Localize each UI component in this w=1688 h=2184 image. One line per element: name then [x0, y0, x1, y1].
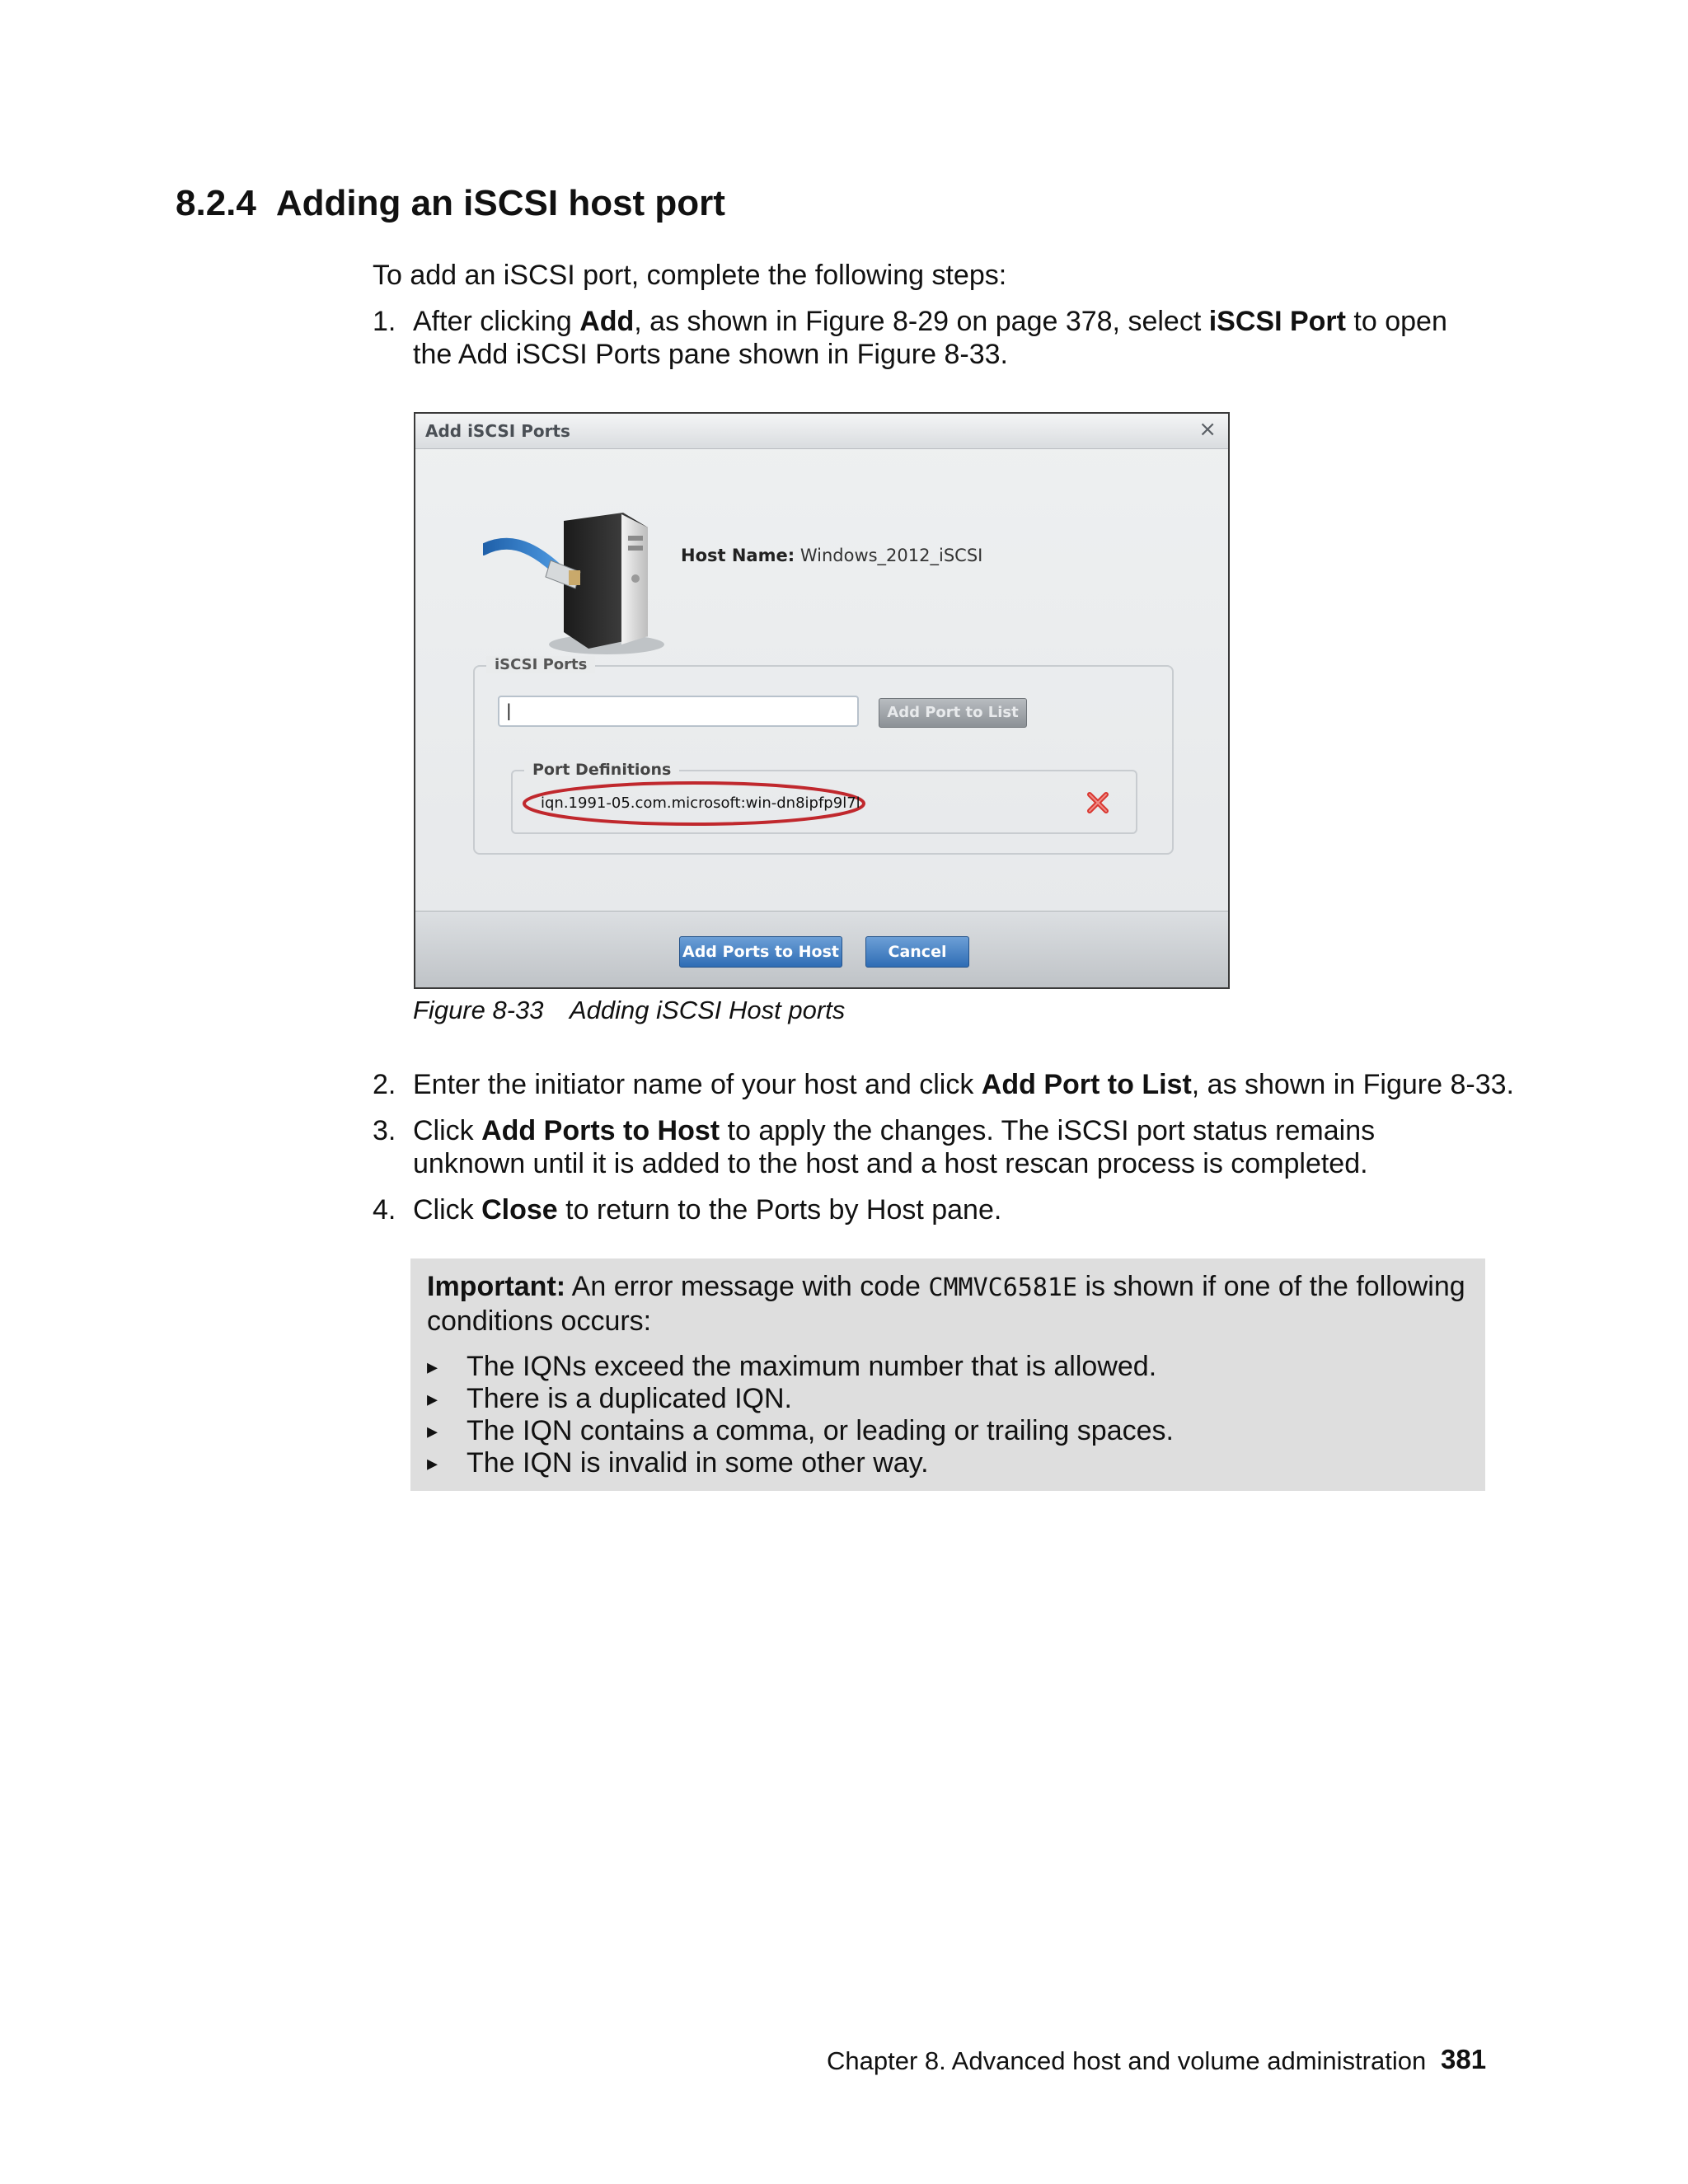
conditions-list [427, 1351, 1469, 1479]
section-number: 8.2.4 [176, 183, 256, 223]
add-iscsi-ports-dialog [414, 412, 1230, 989]
list-item: ▸ There is a duplicated IQN. [427, 1383, 1469, 1415]
step-4 [373, 1193, 1493, 1226]
step-text: to return to the Ports by Host pane. [557, 1194, 1002, 1226]
step-bold: Add [579, 306, 635, 337]
iscsi-port-input[interactable]: | [498, 696, 859, 727]
port-definitions-legend: Port Definitions [524, 761, 679, 779]
port-definitions-group [511, 761, 1137, 834]
step-bold: Add Port to List [981, 1069, 1192, 1100]
figure-caption [413, 996, 845, 1025]
section-title: Adding an iSCSI host port [275, 183, 725, 223]
step-number: 1. [373, 306, 396, 337]
close-icon[interactable]: × [1198, 417, 1217, 442]
iqn-entry: iqn.1991-05.com.microsoft:win-dn8ipfp9l7l [541, 794, 860, 812]
step-text: After clicking [413, 306, 580, 337]
step-2 [373, 1068, 1514, 1101]
step-text: to open the Add iSCSI Ports pane shown in Figure 8-33. [413, 306, 1447, 370]
important-text: is shown if one of the following conditions occurs: [427, 1271, 1465, 1337]
iscsi-ports-legend: iSCSI Ports [486, 656, 595, 673]
intro-paragraph: To add an iSCSI port, complete the following steps: [373, 260, 1007, 291]
figure-label: Figure 8-33 [413, 996, 544, 1024]
delete-icon[interactable] [1085, 790, 1111, 816]
host-name-value: Windows_2012_iSCSI [799, 546, 983, 565]
step-text: , as shown in Figure 8-33. [1191, 1069, 1514, 1100]
host-name [681, 546, 982, 565]
step-number: 3. [373, 1115, 396, 1146]
list-item: ▸ The IQN is invalid in some other way. [427, 1447, 1469, 1479]
server-with-cable-icon [483, 513, 673, 661]
add-port-to-list-button[interactable]: Add Port to List [879, 698, 1027, 728]
important-paragraph [427, 1270, 1469, 1338]
important-text: An error message with code [565, 1271, 929, 1302]
step-1 [373, 305, 1493, 371]
dialog-titlebar [415, 414, 1228, 449]
step-bold: Add Ports to Host [481, 1115, 720, 1146]
step-text: , as shown in Figure 8-29 on page 378, select [634, 306, 1209, 337]
footer-chapter-title: Chapter 8. Advanced host and volume administration [827, 2046, 1427, 2075]
page-number: 381 [1441, 2044, 1487, 2074]
step-text: Click [413, 1115, 482, 1146]
cancel-button[interactable]: Cancel [865, 936, 969, 968]
step-bold: Close [481, 1194, 558, 1226]
figure-caption-text: Adding iSCSI Host ports [570, 996, 846, 1024]
list-item: ▸ The IQNs exceed the maximum number that is allowed. [427, 1351, 1469, 1383]
step-bold: iSCSI Port [1208, 306, 1346, 337]
host-name-label: Host Name: [681, 546, 795, 565]
step-3 [373, 1114, 1493, 1180]
dialog-title: Add iSCSI Ports [425, 421, 570, 441]
error-code: CMMVC6581E [928, 1273, 1078, 1302]
list-item: ▸ The IQN contains a comma, or leading or trailing spaces. [427, 1415, 1469, 1447]
step-number: 2. [373, 1069, 396, 1100]
iscsi-ports-group [473, 656, 1174, 855]
section-heading [176, 183, 725, 224]
step-text: to apply the changes. The iSCSI port status remains unknown until it is added to the host and a host rescan process is completed. [413, 1115, 1376, 1179]
important-label: Important: [427, 1271, 566, 1302]
dialog-footer [415, 911, 1228, 987]
step-number: 4. [373, 1194, 396, 1226]
step-text: Enter the initiator name of your host and click [413, 1069, 982, 1100]
add-ports-to-host-button[interactable]: Add Ports to Host [679, 936, 842, 968]
step-text: Click [413, 1194, 482, 1226]
important-note-box [410, 1258, 1485, 1491]
